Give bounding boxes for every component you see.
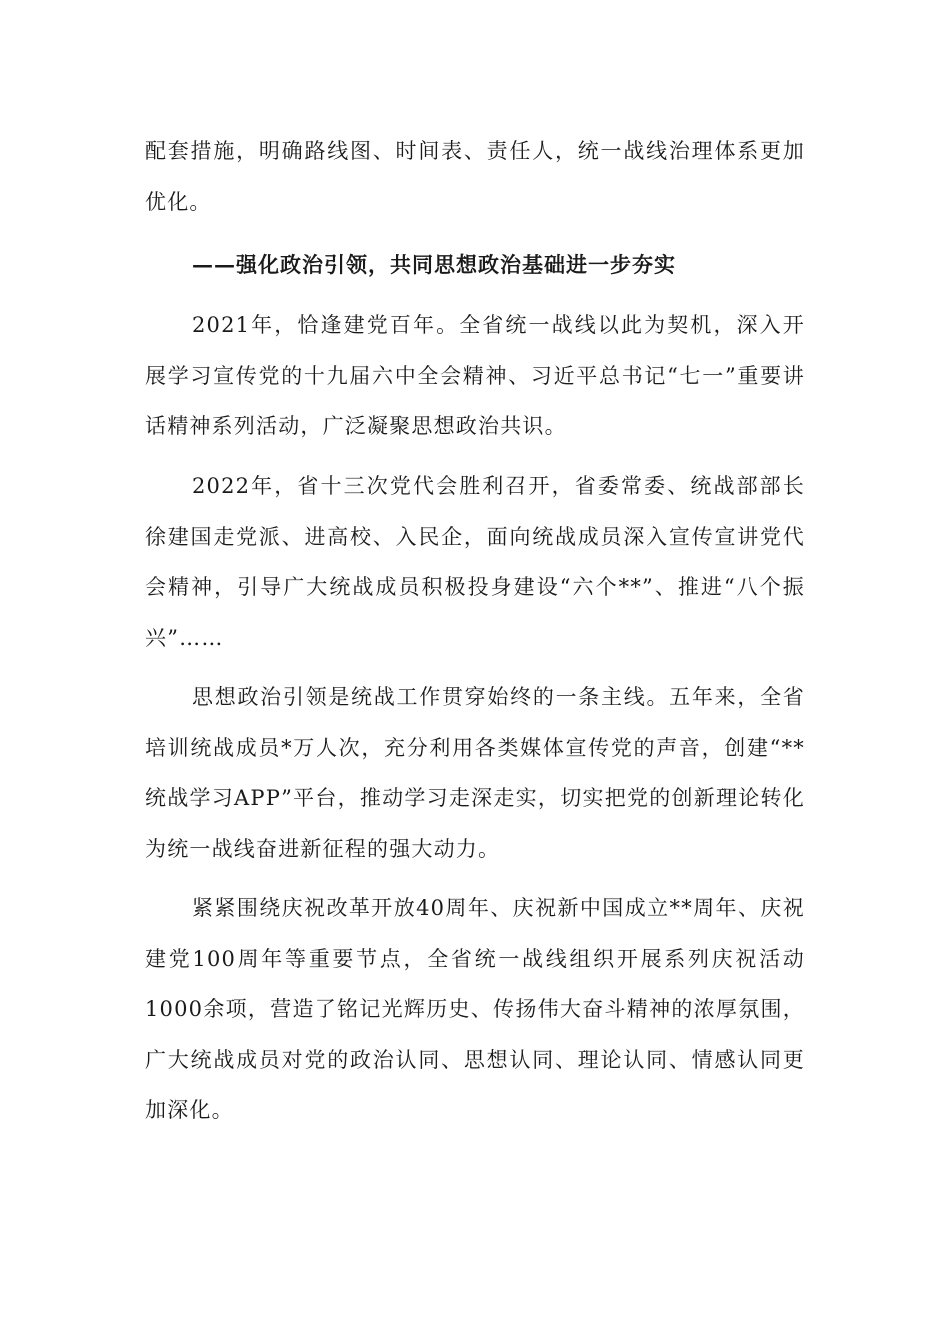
paragraph-continuation: 配套措施，明确路线图、时间表、责任人，统一战线治理体系更加优化。 (145, 139, 805, 214)
paragraph-ideological-guidance: 思想政治引领是统战工作贯穿始终的一条主线。五年来，全省培训统战成员*万人次，充分利用各类媒体宣传党的声音，创建“**统战学习APP”平台，推动学习走深走实，切实把党的创新理论转化为统一战线奋进新征程的强大动力。 (145, 685, 805, 861)
paragraph-celebrations: 紧紧围绕庆祝改革开放40周年、庆祝新中国成立**周年、庆祝建党100周年等重要节点，全省统一战线组织开展系列庆祝活动1000余项，营造了铭记光辉历史、传扬伟大奋斗精神的浓厚氛围，广大统战成员对党的政治认同、思想认同、理论认同、情感认同更加深化。 (145, 896, 805, 1122)
paragraph-2022: 2022年，省十三次党代会胜利召开，省委常委、统战部部长徐建国走党派、进高校、入民企，面向统战成员深入宣传宣讲党代会精神，引导广大统战成员积极投身建设“六个**”、推进“八个振兴”…… (145, 474, 805, 650)
section-heading: ——强化政治引领，共同思想政治基础进一步夯实 (192, 252, 676, 277)
paragraph-2021: 2021年，恰逢建党百年。全省统一战线以此为契机，深入开展学习宣传党的十九届六中全会精神、习近平总书记“七一”重要讲话精神系列活动，广泛凝聚思想政治共识。 (145, 313, 805, 438)
